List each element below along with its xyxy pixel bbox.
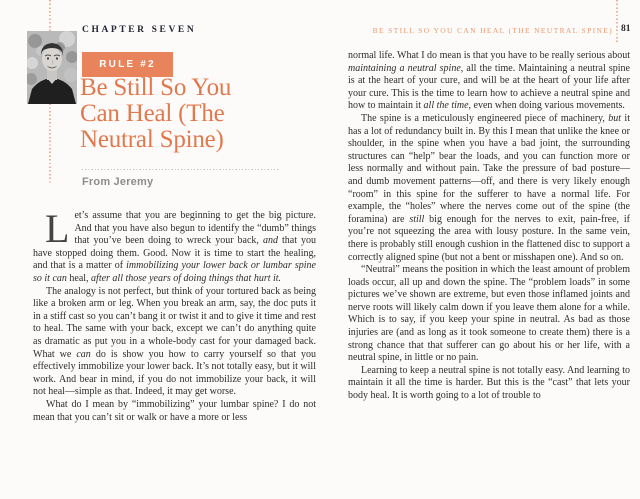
author-photo-image xyxy=(27,31,77,104)
page-number: 81 xyxy=(621,24,631,34)
body-paragraph: normal life. What I do mean is that you have to be really serious about maintaining a neutral spine, all the time. Maintaining a neutral spine is at the heart of your cure, and will be at the heart of your life after your cure. This is the time to learn how to achieve a neutral spine and how to maintain it all the time, even when doing various movements. xyxy=(348,50,630,112)
running-head: BE STILL SO YOU CAN HEAL (THE NEUTRAL SPINE) xyxy=(372,26,613,35)
chapter-kicker: CHAPTER SEVEN xyxy=(82,25,197,35)
body-paragraph: The analogy is not perfect, but think of your tortured back as being like a broken arm or leg. When you break an arm, say, the doc puts it in a stiff cast so you can’t bang it or twist it and to give it time and rest to heal. The same with your back, except we can’t do anything quite as dramatic as put you in a whole-body cast for your damaged back. What we can do is show you how to carry yourself so that you effectively immobilize your lower back. It’s not totally easy, but it will work. And bear in mind, if you do not immobilize your back, it will not heal—simple as that. Indeed, it may get worse. xyxy=(33,285,316,398)
chapter-title-line-3: Neutral Spine) xyxy=(80,126,224,153)
dotted-rule-vertical-right xyxy=(616,0,618,42)
body-paragraph: The spine is a meticulously engineered piece of machinery, but it has a lot of redundancy built in. By this I mean that unlike the knee or shoulder, in the spine when you have a bad joint, the surrounding structures can “help” bear the loads, and you can function more or less normally and without pain. Take the pressure of bad posture—and dumb movement patterns—off, and there is very likely enough “room” in this spine for the sufferer to have a normal life. For example, the “holes” where the nerves come out of the spine (the foramina) are still big enough for the nerves to exit, pain-free, if you’re not squeezing the area with lousy posture. In the same vein, there is probably still enough cushion in the flattened disc to support a correctly aligned spine (but not a bent or misshapen one). And so on. xyxy=(348,112,630,263)
rule-badge: RULE #2 xyxy=(82,52,173,77)
author-photo xyxy=(27,31,77,104)
body-paragraph: Learning to keep a neutral spine is not totally easy. And learning to maintain it all the time is harder. But this is the “cast” that lets your body heal. It is worth going to a lot of trouble to xyxy=(348,364,630,402)
chapter-title-line-1: Be Still So You xyxy=(80,74,232,101)
drop-cap: L xyxy=(45,206,70,251)
body-paragraph: “Neutral” means the position in which the least amount of problem loads occur, all up and down the spine. The “problem loads” in some pictures we’ve shown are extreme, but even those inflamed joints and nerve roots will likely calm down if you leave them alone for a while. Which is to say, if you keep your spine in neutral. As bad as those injuries are (and as long as it took someone to create them) there is a strong chance that that sufferer can go about his or her life, with a neutral spine, in little or no pain. xyxy=(348,264,630,364)
left-page-body xyxy=(33,206,316,424)
chapter-title xyxy=(80,75,231,153)
byline: From Jeremy xyxy=(82,176,154,188)
body-paragraph: Let’s assume that you are beginning to get the big picture. And that you have also begun to identify the “dumb” things that you’ve been doing to wreck your back, and that you have stopped doing them. Good. Now it is time to start the healing, and that is a matter of immobilizing your lower back or lumbar spine so it can heal, after all those years of doing things that hurt it. xyxy=(33,206,316,284)
chapter-title-line-2: Can Heal (The xyxy=(80,100,225,127)
dotted-rule-horizontal xyxy=(82,169,279,170)
body-paragraph: What do I mean by “immobilizing” your lumbar spine? I do not mean that you can’t sit or walk or have a more or less xyxy=(33,398,316,423)
right-page-body xyxy=(348,50,630,403)
